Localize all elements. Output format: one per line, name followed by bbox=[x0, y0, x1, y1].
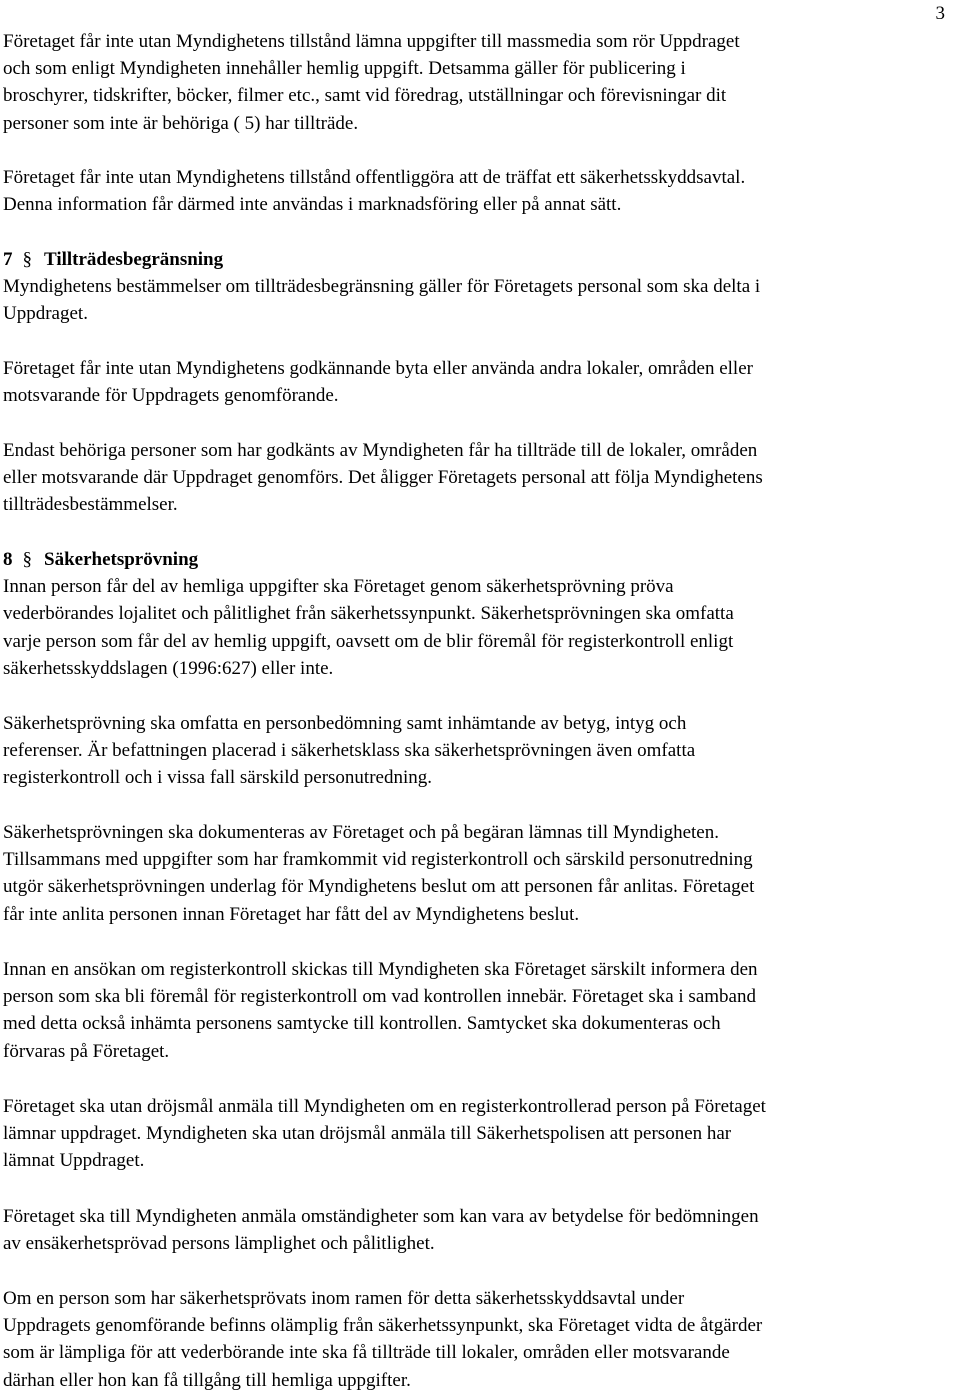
section-7 bbox=[3, 246, 953, 328]
paragraph-agreement-publicity bbox=[3, 164, 953, 218]
text-line: Uppdragets genomförande befinns olämplig från säkerhetssynpunkt, ska Företaget vidta de åtgärder bbox=[3, 1315, 763, 1337]
paragraph-departure-notice bbox=[3, 1093, 953, 1175]
text-line: Företaget ska till Myndigheten anmäla omständigheter som kan vara av betydelse för bedömningen bbox=[3, 1206, 759, 1227]
paragraph-premises-change bbox=[3, 355, 953, 409]
text-line: varje person som får del av hemlig uppgift, oavsett om de blir föremål för registerkontroll enligt bbox=[3, 630, 734, 652]
text-line: Tillsammans med uppgifter som har framkommit vid registerkontroll och särskild personutredning bbox=[3, 849, 753, 871]
text-line: får inte anlita personen innan Företaget har fått del av Myndighetens beslut. bbox=[3, 903, 580, 925]
text-line: av ensäkerhetsprövad persons lämplighet och pålitlighet. bbox=[3, 1233, 435, 1255]
text-line: Myndighetens bestämmelser om tillträdesbegränsning gäller för Företagets personal som ska delta i bbox=[3, 276, 761, 298]
section-number: 8 bbox=[3, 549, 13, 570]
text-line: referenser. Är befattningen placerad i säkerhetsklass ska säkerhetsprövningen även omfatta bbox=[3, 740, 696, 762]
text-line: Företaget får inte utan Myndighetens tillstånd lämna uppgifter till massmedia som rör Uppdraget bbox=[3, 31, 740, 52]
text-line: säkerhetsskyddslagen (1996:627) eller inte. bbox=[3, 657, 334, 679]
text-line: Endast behöriga personer som har godkänts av Myndigheten får ha tillträde till de lokaler, områden bbox=[3, 440, 758, 461]
text-line: Företaget får inte utan Myndighetens tillstånd offentliggöra att de träffat ett säkerhetsskyddsavtal. bbox=[3, 167, 746, 188]
text-line: som är lämpliga för att vederbörande inte ska få tillträde till lokaler, områden eller motsvarande bbox=[3, 1342, 730, 1364]
section-symbol: § bbox=[22, 249, 32, 270]
section-symbol: § bbox=[22, 549, 32, 570]
paragraph-assessment-scope bbox=[3, 710, 953, 792]
text-line: tillträdesbestämmelser. bbox=[3, 494, 178, 516]
paragraph-documentation bbox=[3, 819, 953, 928]
text-line: lämnat Uppdraget. bbox=[3, 1150, 145, 1172]
text-line: person som ska bli föremål för registerkontroll om vad kontrollen innebär. Företaget ska i samband bbox=[3, 986, 756, 1008]
text-line: motsvarande för Uppdragets genomförande. bbox=[3, 385, 339, 407]
text-line: personer som inte är behöriga ( 5) har tillträde. bbox=[3, 112, 359, 134]
text-line: Uppdraget. bbox=[3, 303, 88, 325]
section-title: Tillträdesbegränsning bbox=[44, 249, 224, 270]
section-8 bbox=[3, 546, 953, 682]
text-line: Innan en ansökan om registerkontroll skickas till Myndigheten ska Företaget särskilt informera den bbox=[3, 959, 758, 980]
page-number: 3 bbox=[935, 3, 945, 24]
paragraph-media-disclosure bbox=[3, 28, 953, 137]
text-line: Företaget får inte utan Myndighetens godkännande byta eller använda andra lokaler, områden eller bbox=[3, 358, 753, 379]
text-line: förvaras på Företaget. bbox=[3, 1040, 170, 1062]
paragraph-circumstances bbox=[3, 1203, 953, 1257]
text-line: Om en person som har säkerhetsprövats inom ramen för detta säkerhetsskyddsavtal under bbox=[3, 1288, 685, 1309]
section-heading bbox=[3, 546, 953, 573]
text-line: Denna information får därmed inte användas i marknadsföring eller på annat sätt. bbox=[3, 194, 622, 216]
paragraph-consent bbox=[3, 956, 953, 1065]
paragraph-authorized-access bbox=[3, 437, 953, 519]
section-title: Säkerhetsprövning bbox=[44, 549, 199, 570]
text-line: Säkerhetsprövning ska omfatta en personbedömning samt inhämtande av betyg, intyg och bbox=[3, 713, 687, 734]
section-heading bbox=[3, 246, 953, 273]
text-line: utgör säkerhetsprövningen underlag för Myndighetens beslut om att personen får anlitas. Företaget bbox=[3, 876, 755, 898]
text-line: därhan eller hon kan få tillgång till hemliga uppgifter. bbox=[3, 1369, 411, 1391]
text-line: eller motsvarande där Uppdraget genomförs. Det åligger Företagets personal att följa Myndighetens bbox=[3, 467, 763, 489]
text-line: och som enligt Myndigheten innehåller hemlig uppgift. Detsamma gäller för publicering i bbox=[3, 58, 686, 80]
section-number: 7 bbox=[3, 249, 13, 270]
text-line: med detta också inhämta personens samtycke till kontrollen. Samtycket ska dokumenteras och bbox=[3, 1013, 721, 1035]
text-line: vederbörandes lojalitet och pålitlighet från säkerhetssynpunkt. Säkerhetsprövningen ska omfatta bbox=[3, 603, 734, 625]
text-line: Innan person får del av hemliga uppgifter ska Företaget genom säkerhetsprövning pröva bbox=[3, 576, 674, 598]
text-line: Företaget ska utan dröjsmål anmäla till Myndigheten om en registerkontrollerad person på Företaget bbox=[3, 1096, 766, 1117]
text-line: broschyrer, tidskrifter, böcker, filmer etc., samt vid föredrag, utställningar och förevisningar dit bbox=[3, 85, 727, 107]
paragraph-unsuitable-person bbox=[3, 1285, 953, 1394]
text-line: registerkontroll och i vissa fall särskild personutredning. bbox=[3, 767, 432, 789]
text-line: lämnar uppdraget. Myndigheten ska utan dröjsmål anmäla till Säkerhetspolisen att personen har bbox=[3, 1123, 732, 1145]
text-line: Säkerhetsprövningen ska dokumenteras av Företaget och på begäran lämnas till Myndigheten. bbox=[3, 822, 719, 843]
